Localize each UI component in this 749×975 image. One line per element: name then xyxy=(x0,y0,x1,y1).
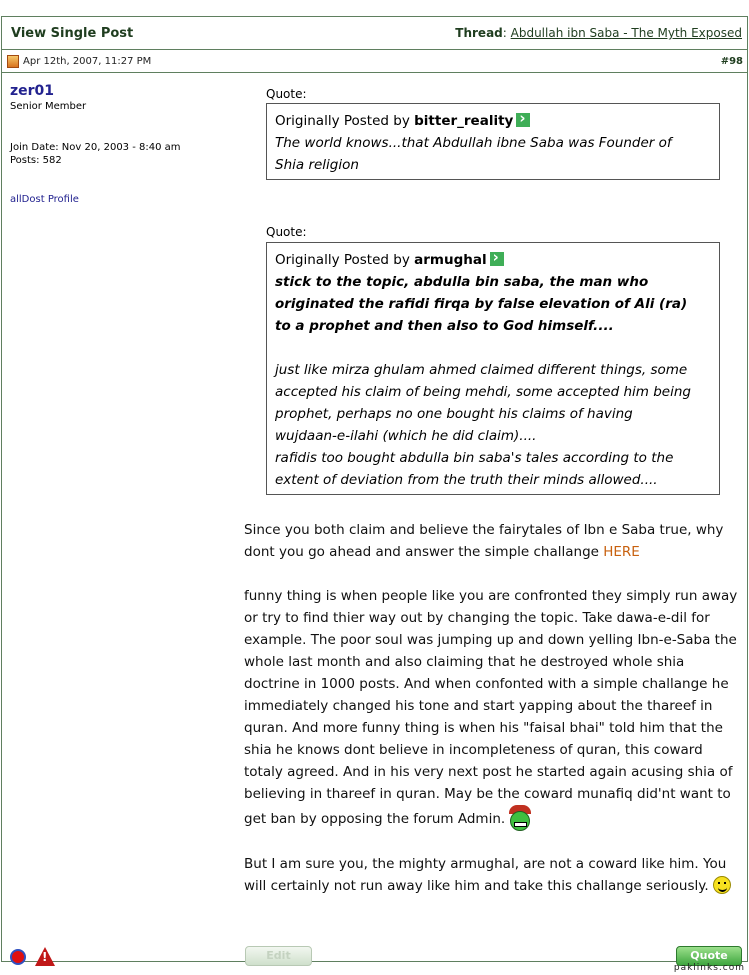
quote-attribution xyxy=(275,249,711,271)
paragraph-text: Since you both claim and believe the fairytales of Ibn e Saba true, why dont you go ahead and answer the simple challange xyxy=(244,522,724,560)
quote-author: bitter_reality xyxy=(414,113,514,129)
quote-line: accepted his claim of being mehdi, some accepted him being xyxy=(275,384,691,400)
user-title: Senior Member xyxy=(10,101,87,112)
post-number[interactable]: #98 xyxy=(720,56,743,67)
report-post-icon[interactable] xyxy=(35,947,55,966)
quote-line: originated the rafidi firqa by false elevation of Ali (ra) xyxy=(275,296,688,312)
quote-prefix: Originally Posted by xyxy=(275,252,410,268)
thread-info: Thread: Abdullah ibn Saba - The Myth Exposed xyxy=(455,26,742,40)
quote-author: armughal xyxy=(414,252,487,268)
post-paragraph xyxy=(244,519,744,563)
quote-box xyxy=(266,242,720,495)
quote-attribution xyxy=(275,110,711,132)
quote-line: The world knows...that Abdullah ibne Saba was Founder of xyxy=(275,135,672,151)
post-header xyxy=(2,17,747,50)
paragraph-text: funny thing is when people like you are confronted they simply run away or try to find thier way out by changing the topic. Take dawa-e-dil for example. The poor soul was jumping up and down yelling Ibn-e-Saba the whole last month and also claiming that he destroyed whole shia doctrine in 1000 posts. And when confonted with a simple challange he immediately changed his tone and start yapping about the thareef in quran. And more funny thing is when his "faisal bhai" told him that the shia he knows dont believe in incompleteness of quran, this coward totaly agreed. And in his very next post he started again acusing shia of believing in thareef in quran. May be the coward munafiq did'nt want to get ban by opposing the forum Admin. xyxy=(244,588,738,827)
post-frame xyxy=(1,16,748,962)
post-date: Apr 12th, 2007, 11:27 PM xyxy=(23,56,152,67)
quote-label: Quote: xyxy=(266,87,307,101)
site-footer: paklinks.com xyxy=(673,963,745,973)
post-dateline xyxy=(2,51,747,73)
here-link[interactable]: HERE xyxy=(603,544,640,560)
post-paragraph xyxy=(244,853,744,897)
quote-line: rafidis too bought abdulla bin saba's tales according to the xyxy=(275,450,674,466)
quote-line: wujdaan-e-ilahi (which he did claim).... xyxy=(275,428,537,444)
grin-hat-smiley-icon xyxy=(509,805,533,831)
offline-status-icon xyxy=(10,949,26,965)
edit-button[interactable]: Edit xyxy=(245,946,312,966)
post-icon xyxy=(7,55,19,68)
profile-link[interactable]: allDost Profile xyxy=(10,194,79,205)
view-post-icon[interactable] xyxy=(516,113,530,127)
quote-line: extent of deviation from the truth their minds allowed.... xyxy=(275,472,658,488)
quote-label: Quote: xyxy=(266,225,307,239)
paragraph-text: But I am sure you, the mighty armughal, are not a coward like him. You will certainly not run away like him and take this challange seriously. xyxy=(244,856,727,894)
page-title: View Single Post xyxy=(11,26,134,41)
thread-label: Thread xyxy=(455,26,503,40)
quote-prefix: Originally Posted by xyxy=(275,113,410,129)
quote-line: just like mirza ghulam ahmed claimed different things, some xyxy=(275,362,688,378)
quote-line: to a prophet and then also to God himself.... xyxy=(275,318,614,334)
post-paragraph xyxy=(244,585,744,831)
quote-line: prophet, perhaps no one bought his claims of having xyxy=(275,406,633,422)
quote-button[interactable]: Quote xyxy=(676,946,742,966)
post-count: Posts: 582 xyxy=(10,155,62,166)
join-date: Join Date: Nov 20, 2003 - 8:40 am xyxy=(10,142,181,153)
smile-icon xyxy=(713,876,731,894)
user-info xyxy=(10,83,86,112)
view-post-icon[interactable] xyxy=(490,252,504,266)
quote-box xyxy=(266,103,720,180)
quote-line: Shia religion xyxy=(275,157,359,173)
user-stats xyxy=(10,141,181,167)
thread-link[interactable]: Abdullah ibn Saba - The Myth Exposed xyxy=(510,26,742,40)
username[interactable]: zer01 xyxy=(10,83,55,99)
quote-line: stick to the topic, abdulla bin saba, the man who xyxy=(275,274,649,290)
